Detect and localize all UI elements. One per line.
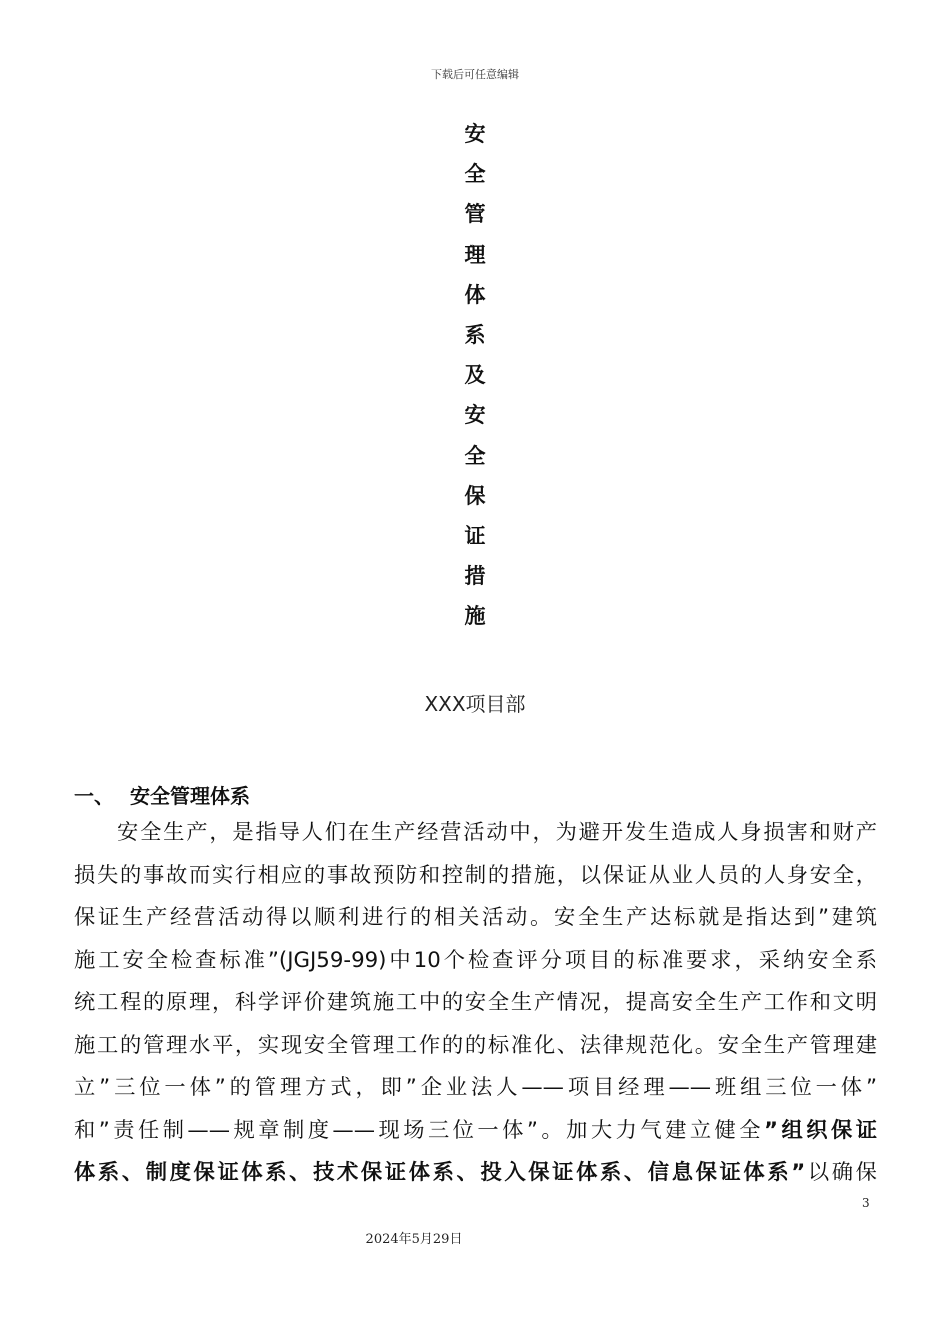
title-char: 及 — [464, 363, 486, 388]
body-paragraph — [74, 812, 877, 1195]
section-number: 一、 — [74, 784, 114, 808]
header-note: 下载后可任意编辑 — [431, 68, 519, 81]
paragraph-line — [74, 1152, 877, 1195]
paragraph-line: 施工的管理水平，实现安全管理工作的的标准化、法律规范化。安全生产管理建 — [74, 1032, 877, 1058]
footer-date: 2024年5月29日 — [365, 1232, 463, 1247]
paragraph-line: 损失的事故而实行相应的事故预防和控制的措施，以保证从业人员的人身安全， — [74, 862, 877, 888]
title-char: 措 — [464, 564, 486, 589]
paragraph-line: 施工安全检查标准”(JGJ59-99)中10个检查评分项目的标准要求，采纳安全系 — [74, 947, 877, 973]
section-title: 安全管理体系 — [130, 784, 250, 808]
title-char: 证 — [464, 523, 486, 548]
title-char: 施 — [464, 604, 486, 629]
paragraph-line: 保证生产经营活动得以顺利进行的相关活动。安全生产达标就是指达到”建筑 — [74, 905, 877, 930]
emphasis-text: ”组织保证 — [764, 1117, 878, 1143]
paragraph-line: 安全生产，是指导人们在生产经营活动中，为避开发生造成人身损害和财产 — [117, 820, 877, 845]
paragraph-line: 立”三位一体”的管理方式，即”企业法人——项目经理——班组三位一体” — [74, 1075, 877, 1100]
emphasis-text: 体系、制度保证体系、技术保证体系、投入保证体系、信息保证体系” — [74, 1160, 806, 1185]
paragraph-text: 以确保 — [805, 1160, 877, 1185]
title-char: 安 — [464, 122, 486, 146]
title-char: 安 — [464, 403, 486, 428]
title-char: 系 — [464, 322, 486, 347]
title-char: 保 — [464, 483, 486, 508]
title-char: 全 — [464, 162, 486, 187]
title-char: 管 — [464, 202, 486, 227]
project-department: XXX项目部 — [424, 692, 526, 716]
paragraph-line: 统工程的原理，科学评价建筑施工中的安全生产情况，提高安全生产工作和文明 — [74, 990, 877, 1015]
page-number: 3 — [862, 1196, 870, 1210]
title-char: 全 — [464, 443, 486, 468]
document-title — [455, 114, 495, 636]
paragraph-text: 和”责任制——规章制度——现场三位一体”。加大力气建立健全 — [74, 1117, 765, 1143]
title-char: 理 — [464, 242, 486, 267]
paragraph-line — [74, 1110, 877, 1153]
title-char: 体 — [464, 282, 486, 307]
section-heading — [74, 780, 250, 809]
